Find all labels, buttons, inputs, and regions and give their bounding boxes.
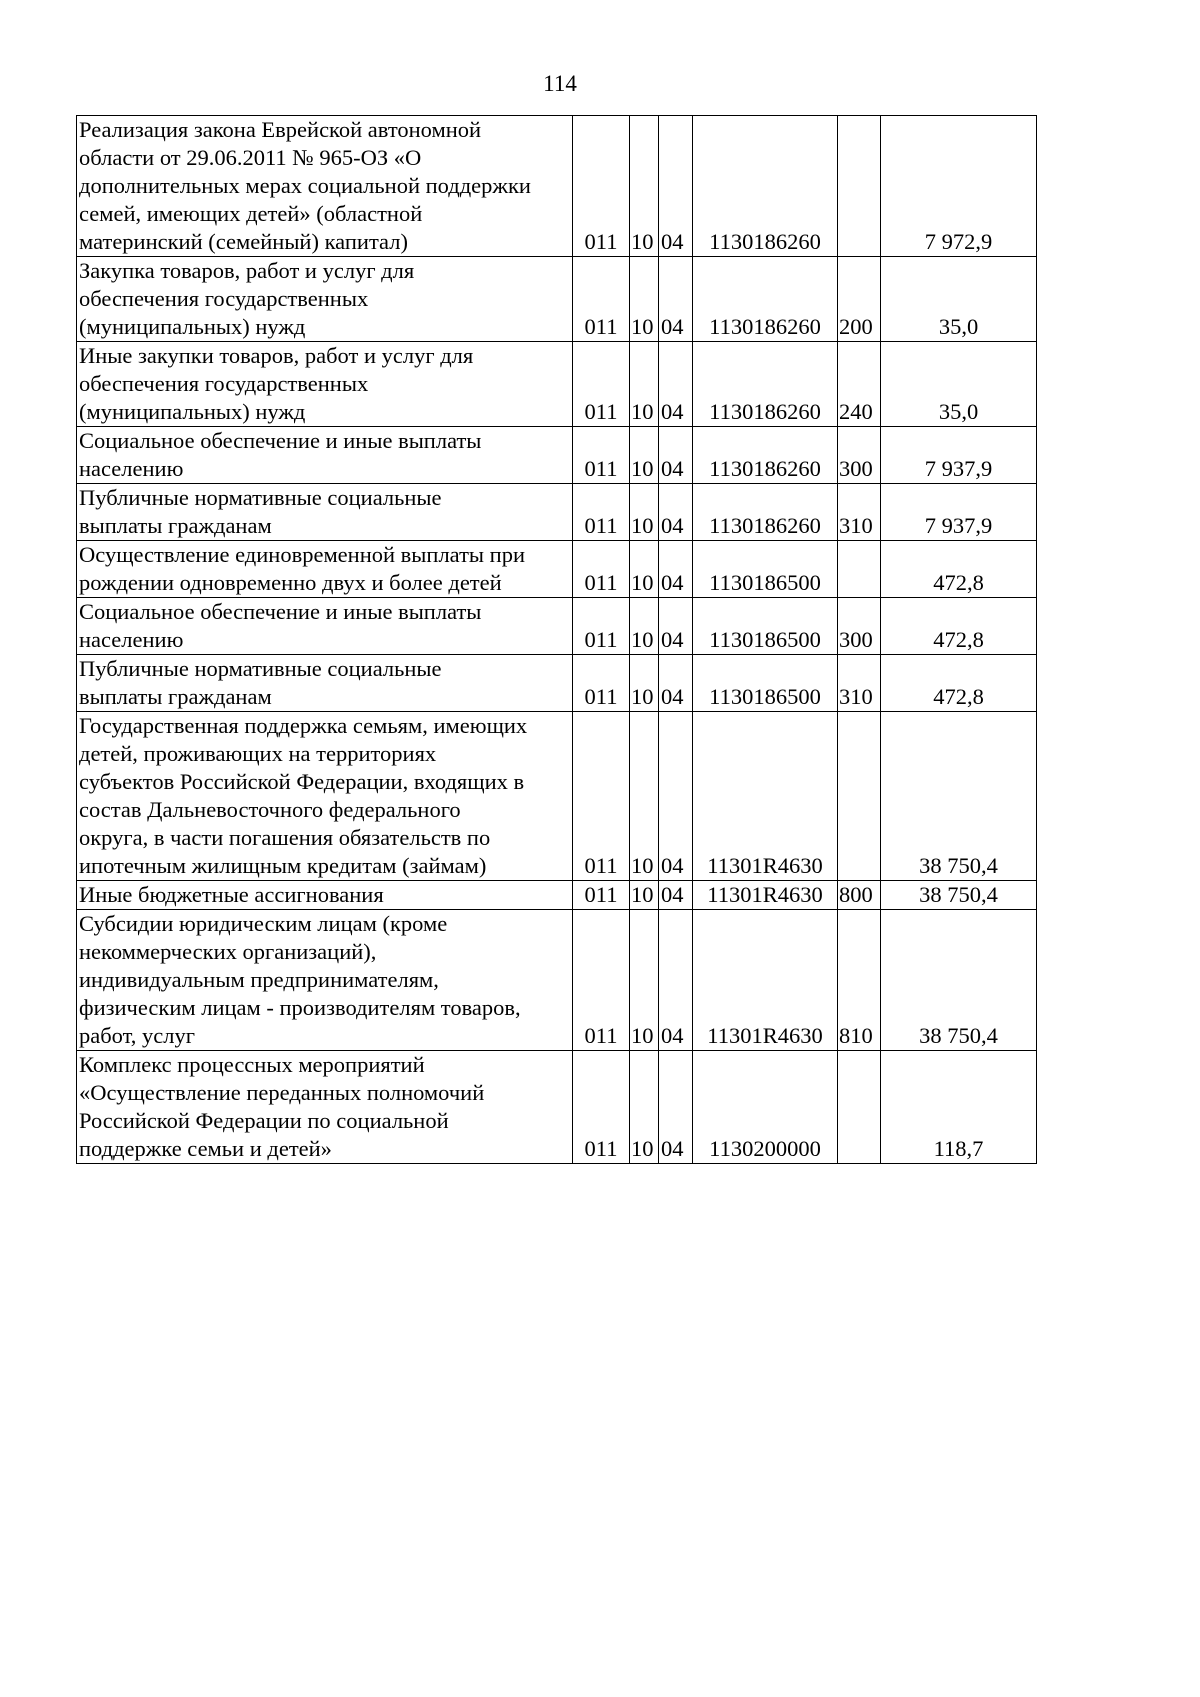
description-line: Закупка товаров, работ и услуг для (79, 258, 415, 283)
description-line: (муниципальных) нужд (79, 399, 306, 424)
expense-type-cell: 310 (838, 655, 881, 712)
admin-code-cell: 011 (573, 881, 630, 910)
page-number: 114 (543, 71, 577, 96)
description-cell (77, 655, 573, 712)
table-row (77, 881, 1037, 910)
subsection-code-cell: 04 (659, 881, 693, 910)
table-row (77, 484, 1037, 541)
description-line: выплаты гражданам (79, 513, 272, 538)
amount-cell: 472,8 (881, 598, 1037, 655)
description-line: обеспечения государственных (79, 286, 369, 311)
description-line: индивидуальным предпринимателям, (79, 967, 439, 992)
amount-cell: 7 937,9 (881, 427, 1037, 484)
expense-type-cell (838, 712, 881, 881)
table-row (77, 541, 1037, 598)
description-line: (муниципальных) нужд (79, 314, 306, 339)
description-line: Социальное обеспечение и иные выплаты (79, 599, 482, 624)
section-code-cell: 10 (630, 342, 659, 427)
subsection-code-cell: 04 (659, 910, 693, 1051)
subsection-code-cell: 04 (659, 541, 693, 598)
description-line: Реализация закона Еврейской автономной (79, 117, 482, 142)
subsection-code-cell: 04 (659, 712, 693, 881)
description-line: Российской Федерации по социальной (79, 1108, 449, 1133)
amount-cell: 7 972,9 (881, 116, 1037, 257)
admin-code-cell: 011 (573, 655, 630, 712)
target-article-cell: 1130186260 (693, 484, 838, 541)
table-row (77, 655, 1037, 712)
section-code-cell: 10 (630, 257, 659, 342)
amount-cell: 7 937,9 (881, 484, 1037, 541)
description-line: Осуществление единовременной выплаты при (79, 542, 525, 567)
section-code-cell: 10 (630, 427, 659, 484)
target-article-cell: 1130186500 (693, 598, 838, 655)
section-code-cell: 10 (630, 655, 659, 712)
description-cell (77, 342, 573, 427)
amount-cell: 472,8 (881, 655, 1037, 712)
table-row (77, 116, 1037, 257)
description-cell (77, 712, 573, 881)
expense-type-cell (838, 1051, 881, 1164)
admin-code-cell: 011 (573, 257, 630, 342)
description-cell (77, 484, 573, 541)
description-cell (77, 881, 573, 910)
description-line: дополнительных мерах социальной поддержки (79, 173, 531, 198)
description-cell (77, 910, 573, 1051)
target-article-cell: 1130186260 (693, 427, 838, 484)
amount-cell: 472,8 (881, 541, 1037, 598)
description-line: обеспечения государственных (79, 371, 369, 396)
description-line: населению (79, 627, 184, 652)
expense-type-cell: 200 (838, 257, 881, 342)
target-article-cell: 11301R4630 (693, 712, 838, 881)
expense-type-cell: 810 (838, 910, 881, 1051)
description-line: области от 29.06.2011 № 965-ОЗ «О (79, 145, 422, 170)
description-cell (77, 541, 573, 598)
expense-type-cell: 300 (838, 598, 881, 655)
admin-code-cell: 011 (573, 116, 630, 257)
expense-type-cell (838, 541, 881, 598)
description-line: Публичные нормативные социальные (79, 656, 442, 681)
description-line: некоммерческих организаций), (79, 939, 377, 964)
table-row (77, 342, 1037, 427)
expense-type-cell: 300 (838, 427, 881, 484)
amount-cell: 35,0 (881, 257, 1037, 342)
description-line: Государственная поддержка семьям, имеющих (79, 713, 528, 738)
target-article-cell: 11301R4630 (693, 881, 838, 910)
admin-code-cell: 011 (573, 910, 630, 1051)
expense-type-cell: 800 (838, 881, 881, 910)
subsection-code-cell: 04 (659, 598, 693, 655)
section-code-cell: 10 (630, 484, 659, 541)
description-line: округа, в части погашения обязательств по (79, 825, 491, 850)
target-article-cell: 1130186260 (693, 116, 838, 257)
target-article-cell: 1130186500 (693, 541, 838, 598)
section-code-cell: 10 (630, 1051, 659, 1164)
section-code-cell: 10 (630, 598, 659, 655)
description-line: выплаты гражданам (79, 684, 272, 709)
section-code-cell: 10 (630, 910, 659, 1051)
subsection-code-cell: 04 (659, 484, 693, 541)
expense-type-cell (838, 116, 881, 257)
description-line: «Осуществление переданных полномочий (79, 1080, 485, 1105)
description-line: Комплекс процессных мероприятий (79, 1052, 425, 1077)
section-code-cell: 10 (630, 881, 659, 910)
description-line: субъектов Российской Федерации, входящих в (79, 769, 525, 794)
admin-code-cell: 011 (573, 1051, 630, 1164)
description-cell (77, 116, 573, 257)
table-row (77, 712, 1037, 881)
expense-type-cell: 310 (838, 484, 881, 541)
subsection-code-cell: 04 (659, 342, 693, 427)
description-line: Публичные нормативные социальные (79, 485, 442, 510)
description-line: рождении одновременно двух и более детей (79, 570, 502, 595)
description-line: поддержке семьи и детей» (79, 1136, 332, 1161)
subsection-code-cell: 04 (659, 257, 693, 342)
description-line: работ, услуг (79, 1023, 195, 1048)
amount-cell: 35,0 (881, 342, 1037, 427)
target-article-cell: 1130186260 (693, 257, 838, 342)
table-row (77, 910, 1037, 1051)
expense-type-cell: 240 (838, 342, 881, 427)
description-line: Социальное обеспечение и иные выплаты (79, 428, 482, 453)
table-row (77, 1051, 1037, 1164)
subsection-code-cell: 04 (659, 1051, 693, 1164)
admin-code-cell: 011 (573, 427, 630, 484)
table-body (77, 116, 1037, 1164)
description-line: Иные закупки товаров, работ и услуг для (79, 343, 474, 368)
description-line: семей, имеющих детей» (областной (79, 201, 423, 226)
admin-code-cell: 011 (573, 712, 630, 881)
description-line: ипотечным жилищным кредитам (займам) (79, 853, 487, 878)
admin-code-cell: 011 (573, 598, 630, 655)
section-code-cell: 10 (630, 116, 659, 257)
description-line: Субсидии юридическим лицам (кроме (79, 911, 448, 936)
section-code-cell: 10 (630, 541, 659, 598)
description-line: детей, проживающих на территориях (79, 741, 437, 766)
budget-table (76, 115, 1037, 1164)
admin-code-cell: 011 (573, 342, 630, 427)
description-line: состав Дальневосточного федерального (79, 797, 461, 822)
description-line: материнский (семейный) капитал) (79, 229, 408, 254)
description-cell (77, 427, 573, 484)
amount-cell: 38 750,4 (881, 881, 1037, 910)
description-line: населению (79, 456, 184, 481)
section-code-cell: 10 (630, 712, 659, 881)
admin-code-cell: 011 (573, 541, 630, 598)
amount-cell: 38 750,4 (881, 910, 1037, 1051)
subsection-code-cell: 04 (659, 116, 693, 257)
amount-cell: 38 750,4 (881, 712, 1037, 881)
target-article-cell: 1130200000 (693, 1051, 838, 1164)
table-row (77, 598, 1037, 655)
description-cell (77, 598, 573, 655)
subsection-code-cell: 04 (659, 655, 693, 712)
target-article-cell: 11301R4630 (693, 910, 838, 1051)
description-cell (77, 1051, 573, 1164)
description-line: Иные бюджетные ассигнования (79, 882, 384, 907)
amount-cell: 118,7 (881, 1051, 1037, 1164)
table-row (77, 257, 1037, 342)
table-row (77, 427, 1037, 484)
description-cell (77, 257, 573, 342)
target-article-cell: 1130186260 (693, 342, 838, 427)
subsection-code-cell: 04 (659, 427, 693, 484)
target-article-cell: 1130186500 (693, 655, 838, 712)
description-line: физическим лицам - производителям товаров, (79, 995, 521, 1020)
admin-code-cell: 011 (573, 484, 630, 541)
